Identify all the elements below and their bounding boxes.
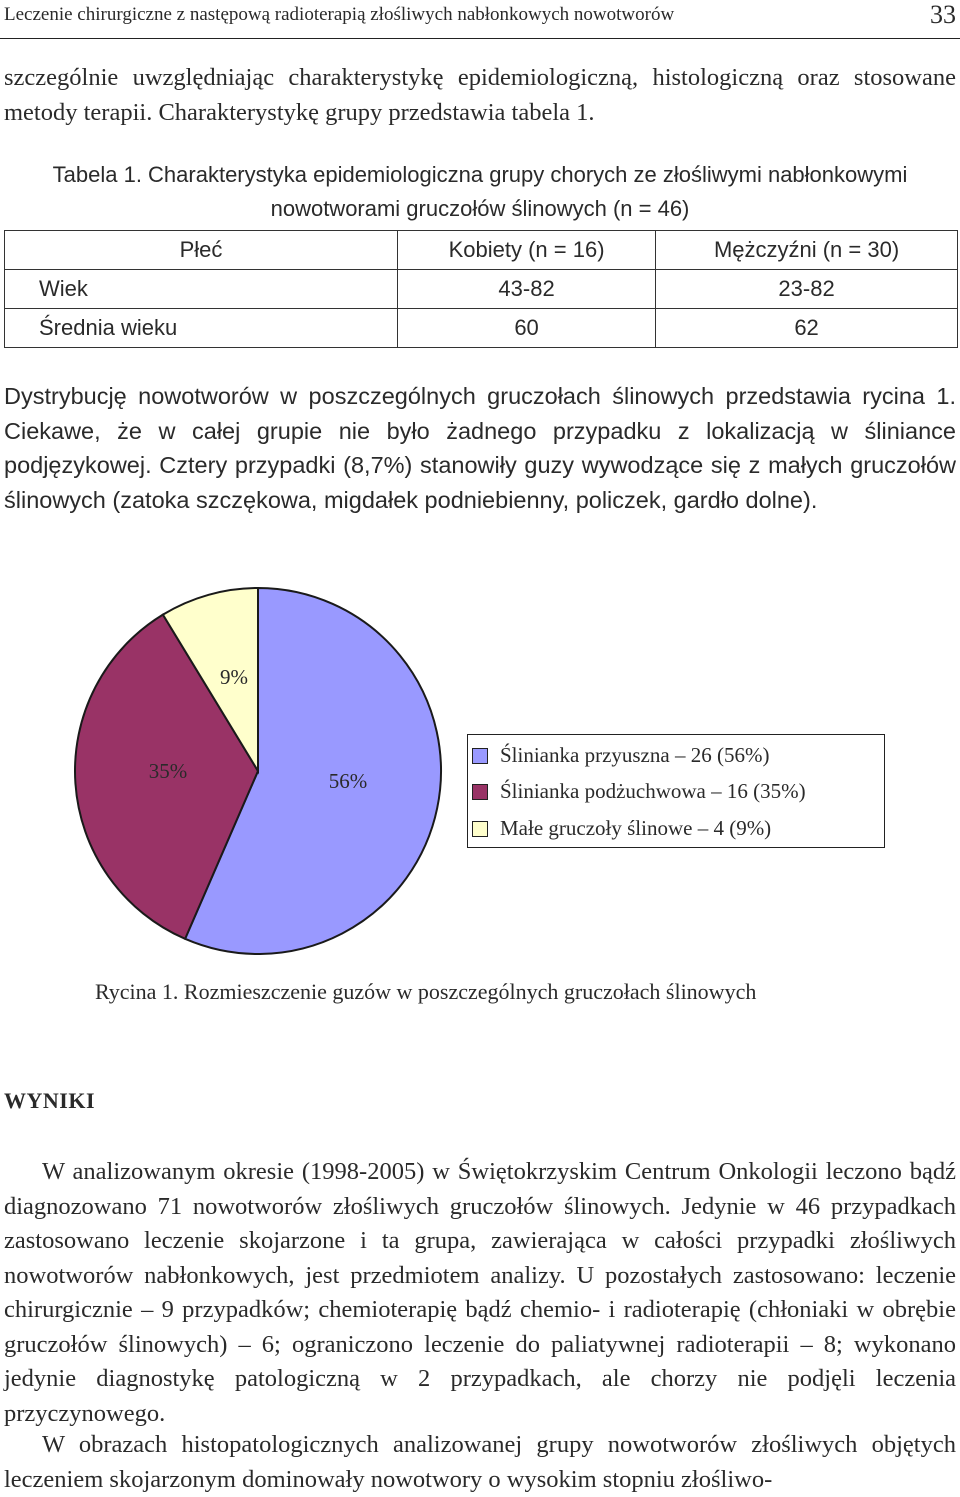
legend-item xyxy=(500,777,806,805)
legend-label: Ślinianka przyuszna – 26 (56%) xyxy=(500,743,770,767)
slice-percent-label: 9% xyxy=(220,665,248,689)
table-header-cell: Płeć xyxy=(5,231,398,270)
chart-legend xyxy=(467,734,885,848)
results-paragraph: W analizowanym okresie (1998-2005) w Świętokrzyskim Centrum Onkologii leczono bądź diagnozowano 71 nowotworów złośliwych gruczołów ślinowych. Jedynie w 46 przypadkach zastosowano leczenie skojarzone i ta grupa, zawierająca w całości przypadki złośliwych nowotworów nabłonkowych, jest przedmiotem analizy. U pozostałych zastosowano: leczenie chirurgicznie – 9 przypadków; chemioterapię bądź chemio- i radioterapię (chłoniaki w obrębie gruczołów ślinowych) – 6; ograniczono leczenie do paliatywnej radioterapii – 8; wykonano jedynie diagnostykę patologiczną w 2 przypadkach, ale chorzy nie podjęli leczenia przyczynowego. xyxy=(4,1158,956,1427)
distribution-paragraph: Dystrybucję nowotworów w poszczególnych gruczołach ślinowych przedstawia rycina 1. Ciekawe, że w całej grupie nie było żadnego przypadku z lokalizacją w śliniance podjęzykowej. Cztery przypadki (8,7%) stanowiły guzy wywodzące się z małych gruczołów ślinowych (zatoka szczękowa, migdałek podniebienny, policzek, gardło dolne). xyxy=(4,383,956,513)
table-cell: 23-82 xyxy=(656,270,958,309)
slice-percent-label: 35% xyxy=(148,759,188,783)
legend-swatch xyxy=(472,784,488,800)
slice-percent-label: 56% xyxy=(328,769,368,793)
table-row xyxy=(5,309,958,348)
results-paragraph: W obrazach histopatologicznych analizowanej grupy nowotworów złośliwych objętych leczeniem skojarzonym dominowały nowotwory o wysokim stopniu złośliwo- xyxy=(4,1431,956,1493)
legend-item xyxy=(500,741,769,769)
section-heading: WYNIKI xyxy=(4,1088,96,1113)
table-header-cell: Mężczyźni (n = 30) xyxy=(656,231,958,270)
running-title: Leczenie chirurgiczne z następową radioterapią złośliwych nabłonkowych nowotworów xyxy=(4,4,675,25)
page-header xyxy=(0,0,960,39)
legend-swatch xyxy=(472,748,488,764)
table-cell: Wiek xyxy=(5,270,398,309)
page-number: 33 xyxy=(930,0,956,29)
legend-swatch xyxy=(472,821,488,837)
figure-caption: Rycina 1. Rozmieszczenie guzów w poszczególnych gruczołach ślinowych xyxy=(95,979,757,1004)
epidemiology-table xyxy=(4,230,958,348)
table-cell: 60 xyxy=(398,309,656,348)
table-cell: Średnia wieku xyxy=(5,309,398,348)
table-row xyxy=(5,270,958,309)
table-cell: 43-82 xyxy=(398,270,656,309)
legend-label: Małe gruczoły ślinowe – 4 (9%) xyxy=(500,816,772,840)
table-cell: 62 xyxy=(656,309,958,348)
table-header-row xyxy=(5,231,958,270)
table-caption-line2: nowotworami gruczołów ślinowych (n = 46) xyxy=(270,196,690,221)
table-caption xyxy=(4,158,956,226)
table-caption-line1: Tabela 1. Charakterystyka epidemiologiczna grupy chorych ze złośliwymi nabłonkowymi xyxy=(52,162,908,187)
legend-label: Ślinianka podżuchwowa – 16 (35%) xyxy=(500,779,806,803)
table-header-cell: Kobiety (n = 16) xyxy=(398,231,656,270)
legend-item xyxy=(500,814,771,842)
intro-paragraph: szczególnie uwzględniając charakterystykę epidemiologiczną, histologiczną oraz stosowane metody terapii. Charakterystykę grupy przedstawia tabela 1. xyxy=(4,64,956,126)
